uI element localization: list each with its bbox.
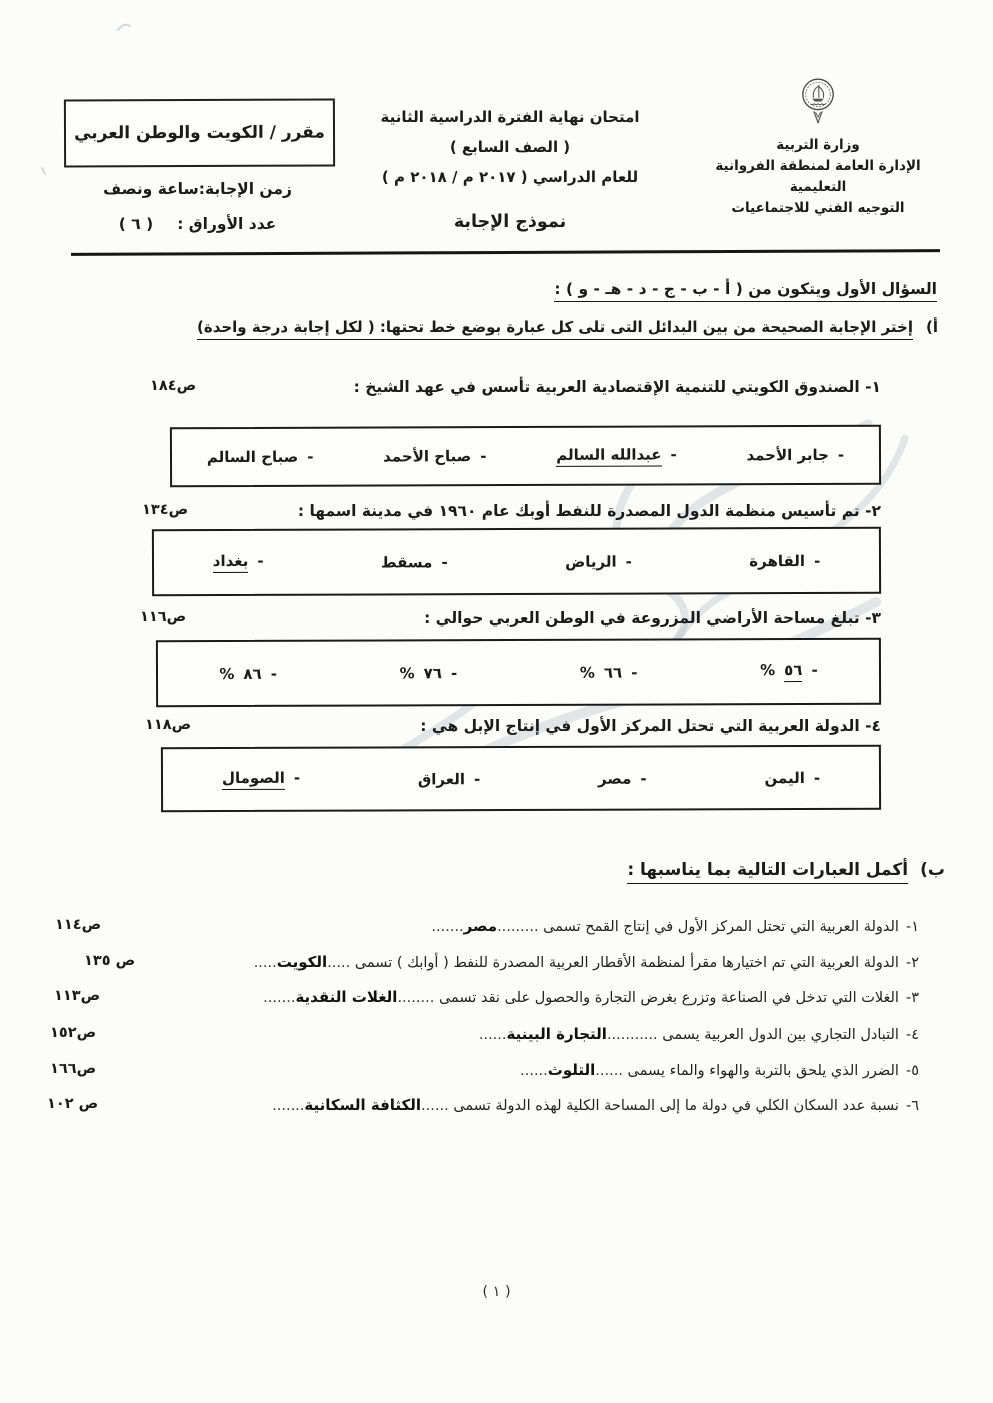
option-dash: -	[480, 447, 487, 466]
page-number: ( ١ )	[482, 1284, 511, 1300]
option	[746, 446, 844, 464]
option	[400, 664, 458, 682]
question-4-text: ٤- الدولة العربية التي تحتل المركز الأول في إنتاج الإبل هي :	[420, 717, 881, 735]
course-name-label: مقرر / الكويت والوطن العربي	[74, 122, 325, 144]
question-4-page-ref: ص١١٨	[145, 717, 192, 733]
option-text: ٨٦	[243, 664, 262, 683]
answer-time-label: زمن الإجابة:ساعة ونصف	[103, 180, 292, 198]
answer-model-title: نموذج الإجابة	[453, 212, 567, 232]
fill-item-4-page-ref: ص١٥٢	[50, 1025, 97, 1041]
option-dash: -	[625, 552, 632, 571]
fill-item-6-text: ٦-نسبة عدد السكان الكلي في دولة ما إلى المساحة الكلية لهذه الدولة تسمى ......الكثافة السكانية.......	[272, 1096, 919, 1114]
option-dash: -	[811, 660, 818, 679]
option	[598, 769, 647, 787]
option-text: ٦٦	[603, 663, 623, 682]
question-1-row	[0, 378, 993, 404]
header-divider-rule	[71, 249, 940, 256]
option-text: العراق	[417, 769, 466, 788]
ministry-block	[699, 74, 937, 219]
question-4-row	[0, 717, 993, 743]
option-correct	[213, 552, 264, 573]
question-3-options-box	[156, 638, 881, 708]
question-1-page-ref: ص١٨٤	[150, 378, 197, 394]
option-dash: -	[631, 663, 638, 682]
option-text-underlined: عبدالله السالم	[556, 445, 661, 466]
fill-item-3-page-ref: ص١١٣	[54, 988, 101, 1004]
exam-title-line-2: ( الصف السابع )	[449, 138, 571, 156]
question-1-text: ١- الصندوق الكويتي للتنمية الإقتصادية العربية تأسس في عهد الشيخ :	[353, 378, 881, 396]
ministry-line-3: التعليمية	[789, 179, 847, 195]
question-2-text: ٢- تم تأسيس منظمة الدول المصدرة للنفط أوبك عام ١٩٦٠ في مدينة اسمها :	[297, 502, 881, 520]
papers-count-label: عدد الأوراق :	[177, 215, 277, 233]
option-dash: -	[837, 445, 845, 464]
option-correct	[222, 769, 300, 790]
option-text: صباح الأحمد	[383, 447, 472, 466]
option-dash: -	[450, 663, 458, 682]
option-dash: -	[814, 551, 821, 570]
fill-item-4	[0, 1025, 993, 1051]
fill-item-2-page-ref: ص ١٣٥	[84, 953, 136, 969]
ministry-line-1: وزارة التربية	[776, 137, 860, 153]
option-dash: -	[307, 447, 314, 466]
fill-item-4-answer: التجارة البينية	[506, 1025, 607, 1043]
option-dash: -	[640, 769, 647, 788]
ministry-line-2: الإدارة العامة لمنطقة الفروانية	[715, 158, 921, 174]
fill-item-3-answer: الغلات النقدية	[295, 988, 398, 1006]
option-dash: -	[270, 664, 277, 683]
section-one-title	[554, 280, 937, 298]
percent-sign: %	[219, 664, 235, 683]
option-correct	[556, 445, 677, 466]
option-text-underlined: ٥٦	[784, 661, 802, 682]
fill-item-1-text: ١-الدولة العربية التي تحتل المركز الأول في إنتاج القمح تسمى .........مصر.......	[431, 917, 919, 935]
option-dash: -	[257, 551, 264, 570]
exam-title-line-3: للعام الدراسي ( ٢٠١٧ م / ٢٠١٨ م )	[381, 168, 639, 186]
kuwait-emblem-icon	[791, 74, 845, 130]
option	[749, 551, 820, 569]
fill-item-5-text: ٥-الضرر الذي يلحق بالتربة والهواء والماء يسمى ......التلوث......	[520, 1061, 919, 1079]
header-left-info	[64, 172, 331, 242]
percent-sign: %	[760, 661, 776, 680]
papers-count-line	[64, 207, 331, 242]
percent-sign: %	[579, 663, 595, 682]
fill-item-5-page-ref: ص١٦٦	[50, 1061, 97, 1077]
part-b-label: ب)	[920, 860, 945, 880]
option-text: مسقط	[380, 552, 433, 571]
part-b-header	[627, 860, 945, 884]
question-2-row	[0, 502, 993, 528]
question-1-options-box	[170, 425, 881, 487]
fill-item-1	[0, 917, 993, 943]
option	[764, 768, 820, 786]
part-b-title: أكمل العبارات التالية بما يناسبها :	[627, 860, 908, 884]
question-3-row	[0, 609, 993, 635]
exam-title-block	[348, 102, 672, 237]
option-dash: -	[813, 768, 821, 787]
part-a-label: أ)	[926, 318, 938, 336]
option-dash: -	[473, 769, 481, 788]
option-text: مصر	[597, 769, 632, 788]
question-4-options-box	[161, 745, 881, 813]
part-a-instruction: إختر الإجابة الصحيحة من بين البدائل التى تلى كل عبارة بوضع خط تحتها: ( لكل إجابة درجة واحدة)	[197, 318, 913, 340]
option-dash: -	[670, 444, 677, 463]
option	[565, 552, 632, 570]
option-text: صباح السالم	[206, 447, 299, 467]
fill-item-5-answer: التلوث	[547, 1061, 596, 1079]
fill-item-6	[0, 1096, 993, 1122]
fill-item-5	[0, 1061, 993, 1087]
fill-item-6-page-ref: ص ١٠٢	[47, 1096, 99, 1112]
option-text: جابر الأحمد	[746, 445, 829, 465]
ministry-line-4: التوجيه الفني للاجتماعيات	[731, 200, 905, 216]
option-text: اليمن	[764, 768, 805, 787]
fill-item-1-answer: مصر	[463, 917, 498, 935]
option-dash: -	[293, 768, 301, 787]
course-name-box	[64, 99, 335, 168]
exam-title-line-1: امتحان نهاية الفترة الدراسية الثانية	[380, 108, 640, 126]
option	[207, 448, 314, 466]
option-correct	[760, 661, 818, 682]
fill-item-6-answer: الكثافة السكانية	[304, 1096, 422, 1114]
question-3-text: ٣- تبلغ مساحة الأراضي المزروعة في الوطن العربي حوالي :	[424, 609, 881, 627]
option	[219, 664, 277, 682]
option-text: ٧٦	[423, 663, 442, 682]
option-text: القاهرة	[749, 551, 806, 570]
option-dash: -	[441, 552, 448, 571]
question-2-page-ref: ص١٣٤	[142, 502, 189, 518]
option	[381, 553, 448, 571]
option-text-underlined: الصومال	[222, 769, 285, 790]
fill-item-4-text: ٤-التبادل التجاري بين الدول العربية يسمى ...........التجارة البينية......	[478, 1025, 919, 1043]
question-3-page-ref: ص١١٦	[140, 609, 187, 625]
section-one-title-text: السؤال الأول ويتكون من ( أ - ب - ج - د - هـ - و ) :	[554, 280, 937, 302]
option-text-underlined: بغداد	[213, 552, 249, 573]
fill-item-1-page-ref: ص١١٤	[55, 917, 102, 933]
part-a-header	[197, 318, 938, 340]
fill-item-3	[0, 988, 993, 1014]
papers-count-value: ( ٦ )	[118, 215, 154, 233]
option	[418, 770, 480, 788]
option	[580, 663, 638, 681]
fill-item-2	[0, 953, 993, 979]
option	[383, 447, 486, 465]
percent-sign: %	[399, 663, 415, 682]
option-text: الرياض	[565, 552, 617, 571]
fill-item-2-answer: الكويت	[276, 953, 328, 971]
question-2-options-box	[152, 527, 881, 597]
fill-item-2-text: ٢-الدولة العربية التي تم اختيارها مقرأ لمنظمة الأقطار العربية المصدرة للنفط ( أوابك ) تسمى .....الكويت.....	[253, 953, 919, 971]
fill-item-3-text: ٣-الغلات التي تدخل في الصناعة وتزرع بغرض التجارة والحصول على نقد تسمى ........الغلات النقدية.......	[263, 988, 919, 1006]
